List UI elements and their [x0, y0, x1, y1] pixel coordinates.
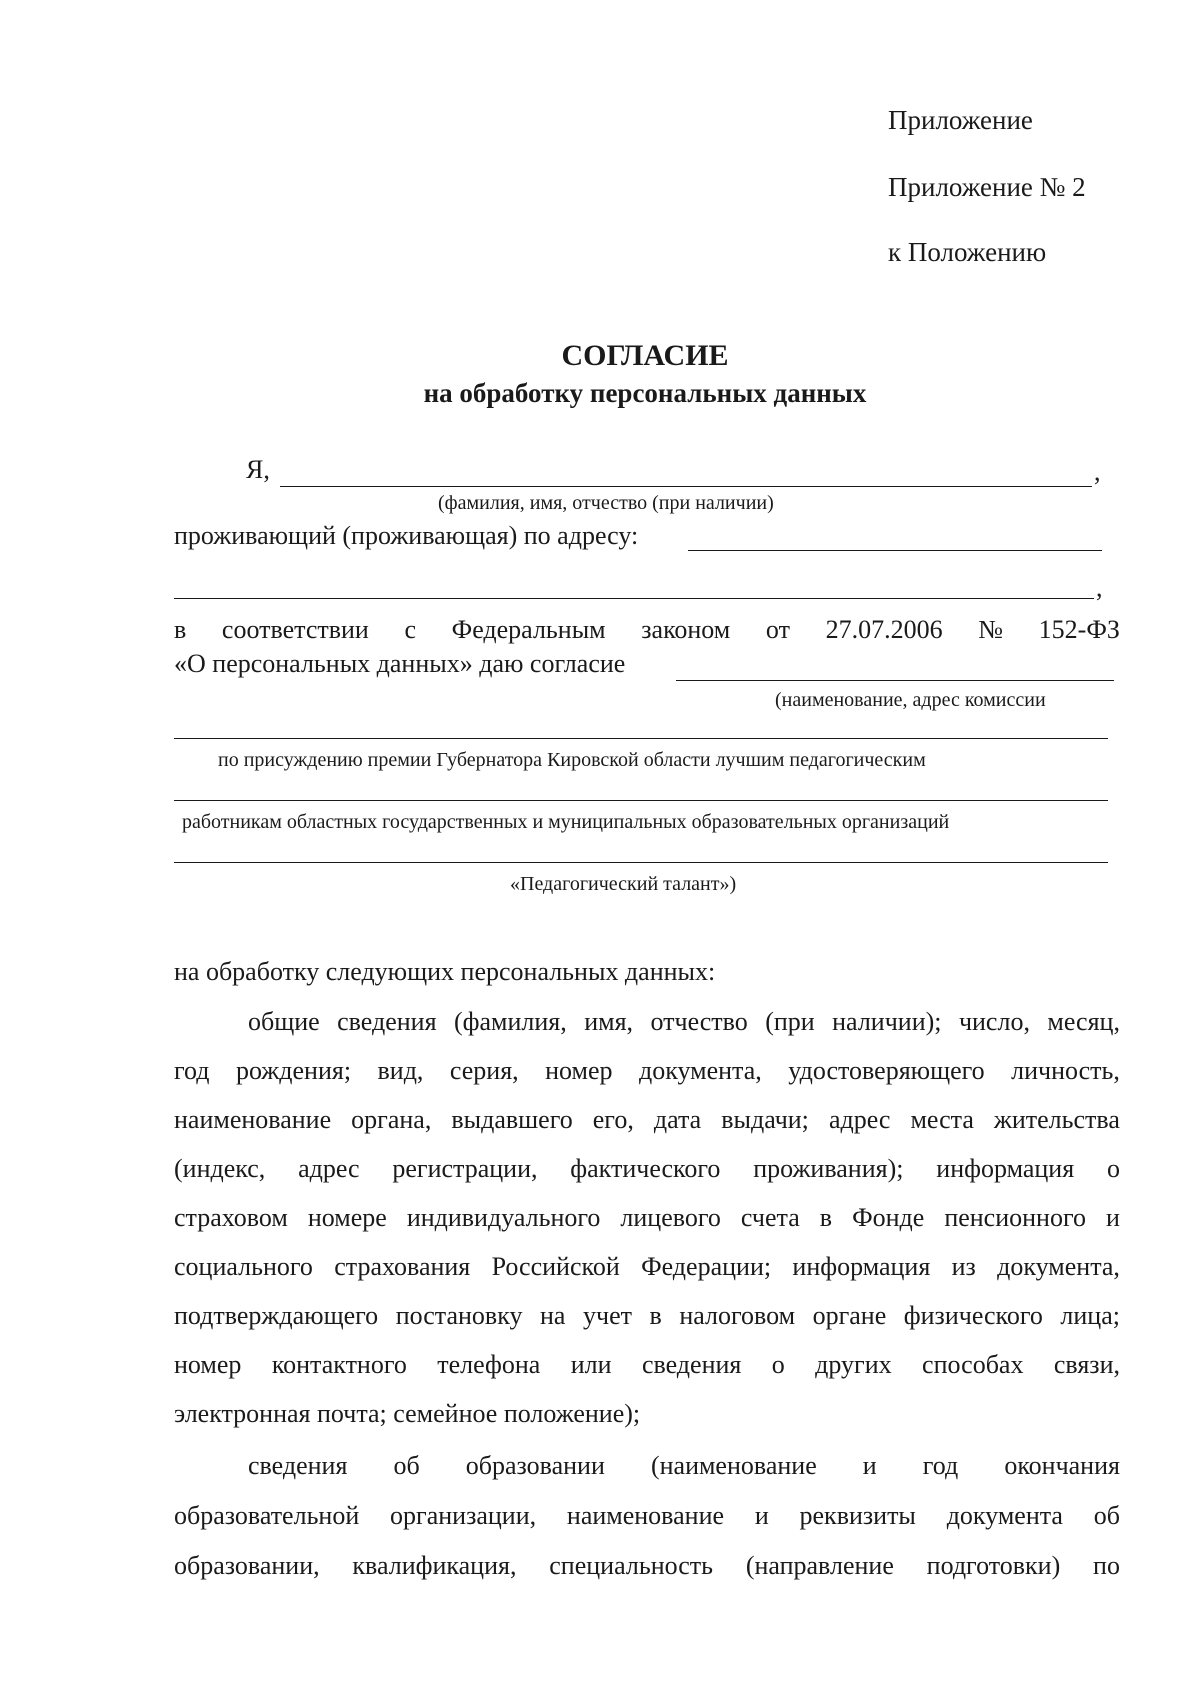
word: окончания — [1004, 1451, 1120, 1480]
word: (индекс, — [174, 1154, 266, 1183]
paragraph-last-line: электронная почта; семейное положение); — [174, 1399, 641, 1428]
word: индивидуального — [406, 1203, 601, 1232]
address-field-line-1[interactable] — [688, 550, 1102, 551]
appendix-label: Приложение — [888, 105, 1033, 135]
word: (при — [765, 1007, 815, 1036]
word: и — [862, 1451, 877, 1480]
word: страхования — [334, 1252, 471, 1281]
word: счета — [740, 1203, 800, 1232]
word: в — [819, 1203, 833, 1232]
word: и — [1106, 1203, 1120, 1232]
paragraph-line — [174, 1202, 1120, 1234]
word: проживания); — [753, 1154, 904, 1183]
word: документа, — [639, 1056, 762, 1085]
word: социального — [174, 1252, 313, 1281]
word: о — [1106, 1154, 1120, 1183]
paragraph-line — [174, 1300, 1120, 1332]
word: о — [771, 1350, 785, 1379]
law-date: 27.07.2006 — [825, 615, 943, 644]
word: лица; — [1060, 1301, 1120, 1330]
word: об — [393, 1451, 420, 1480]
paragraph-line — [174, 1251, 1120, 1283]
word: организации, — [390, 1501, 537, 1530]
paragraph-line — [248, 1006, 1120, 1038]
word: выдачи; — [721, 1105, 809, 1134]
word: Фонде — [852, 1203, 925, 1232]
paragraph-line — [174, 1055, 1120, 1087]
word: адрес — [828, 1105, 891, 1134]
word: подготовки) — [926, 1551, 1061, 1580]
address-label: проживающий (проживающая) по адресу: — [174, 521, 639, 550]
law-word: Федеральным — [451, 615, 606, 644]
word: связи, — [1053, 1350, 1120, 1379]
commission-text-1: по присуждению премии Губернатора Кировской области лучшим педагогическим — [218, 749, 926, 771]
fio-caption: (фамилия, имя, отчество (при наличии) — [438, 492, 774, 514]
word: удостоверяющего — [788, 1056, 985, 1085]
word: фактического — [570, 1154, 721, 1183]
word: в — [649, 1301, 662, 1330]
word: других — [815, 1350, 892, 1379]
word: документа, — [997, 1252, 1120, 1281]
word: квалификация, — [352, 1551, 517, 1580]
commission-text-3: «Педагогический талант») — [510, 873, 737, 895]
word: месяц, — [1047, 1007, 1120, 1036]
word: по — [1093, 1551, 1120, 1580]
fio-comma: , — [1094, 457, 1101, 486]
law-word: законом — [641, 615, 731, 644]
word: об — [1093, 1501, 1120, 1530]
word: его, — [592, 1105, 634, 1134]
word: выдавшего — [451, 1105, 573, 1134]
word: наличии); — [832, 1007, 942, 1036]
word: сведения — [337, 1007, 437, 1036]
word: Федерации; — [641, 1252, 772, 1281]
word: постановку — [395, 1301, 523, 1330]
word: органа, — [351, 1105, 432, 1134]
law-word: соответствии — [221, 615, 369, 644]
word: наименование — [174, 1105, 332, 1134]
word: способах — [922, 1350, 1024, 1379]
law-reference-line — [174, 614, 1120, 646]
word: информация — [792, 1252, 931, 1281]
address-field-line-2[interactable] — [174, 598, 1094, 599]
word: образовательной — [174, 1501, 360, 1530]
word: регистрации, — [392, 1154, 538, 1183]
appendix-number: Приложение № 2 — [888, 172, 1086, 202]
appendix-reference: к Положению — [888, 237, 1047, 267]
commission-field-line-4[interactable] — [174, 862, 1108, 863]
word: имя, — [584, 1007, 634, 1036]
law-word: с — [404, 615, 417, 644]
word: реквизиты — [799, 1501, 916, 1530]
fio-field-line[interactable] — [280, 486, 1092, 487]
paragraph-line — [174, 1104, 1120, 1136]
intro-text: на обработку следующих персональных данных: — [174, 957, 716, 986]
commission-field-line-2[interactable] — [174, 738, 1108, 739]
consent-label: «О персональных данных» даю согласие — [174, 649, 626, 678]
address-comma: , — [1096, 573, 1103, 602]
word: места — [910, 1105, 974, 1134]
word: сведения — [248, 1451, 348, 1480]
law-word: в — [174, 615, 187, 644]
word: из — [951, 1252, 976, 1281]
commission-field-line-1[interactable] — [676, 680, 1114, 681]
document-subtitle: на обработку персональных данных — [423, 378, 867, 408]
word: налоговом — [679, 1301, 796, 1330]
word: номер — [545, 1056, 613, 1085]
word: (направление — [745, 1551, 894, 1580]
word: физического — [903, 1301, 1043, 1330]
word: сведения — [641, 1350, 742, 1379]
word: телефона — [437, 1350, 541, 1379]
word: на — [540, 1301, 566, 1330]
word: органе — [812, 1301, 887, 1330]
word: номере — [307, 1203, 387, 1232]
paragraph-line — [248, 1450, 1120, 1482]
word: рождения; — [235, 1056, 352, 1085]
word: и — [754, 1501, 769, 1530]
word: отчество — [650, 1007, 748, 1036]
word: личность, — [1011, 1056, 1120, 1085]
word: контактного — [271, 1350, 407, 1379]
law-word: от — [765, 615, 790, 644]
paragraph-line — [174, 1500, 1120, 1532]
word: страховом — [174, 1203, 288, 1232]
word: Российской — [491, 1252, 620, 1281]
word: пенсионного — [944, 1203, 1086, 1232]
word: число, — [958, 1007, 1030, 1036]
word: наименование — [566, 1501, 725, 1530]
paragraph-line — [174, 1153, 1120, 1185]
word: образовании, — [174, 1551, 320, 1580]
word: специальность — [549, 1551, 714, 1580]
word: или — [570, 1350, 612, 1379]
law-number: 152-ФЗ — [1038, 615, 1120, 644]
word: документа — [946, 1501, 1063, 1530]
number-sign: № — [978, 615, 1004, 644]
word: жительства — [993, 1105, 1120, 1134]
word: год — [922, 1451, 959, 1480]
word: информация — [936, 1154, 1075, 1183]
paragraph-line — [174, 1349, 1120, 1381]
word: год — [174, 1056, 210, 1085]
word: номер — [174, 1350, 242, 1379]
word: адрес — [298, 1154, 360, 1183]
commission-field-line-3[interactable] — [174, 800, 1108, 801]
word: вид, — [377, 1056, 424, 1085]
commission-caption: (наименование, адрес комиссии — [775, 689, 1046, 711]
paragraph-line — [174, 1550, 1120, 1582]
word: лицевого — [620, 1203, 721, 1232]
commission-text-2: работникам областных государственных и муниципальных образовательных организаций — [182, 811, 950, 833]
word: (наименование — [650, 1451, 817, 1480]
word: серия, — [449, 1056, 519, 1085]
word: учет — [583, 1301, 632, 1330]
word: подтверждающего — [174, 1301, 379, 1330]
word: общие — [248, 1007, 320, 1036]
word: (фамилия, — [454, 1007, 567, 1036]
document-title: СОГЛАСИЕ — [561, 339, 729, 372]
word: образовании — [465, 1451, 605, 1480]
ya-label: Я, — [246, 455, 270, 484]
word: дата — [653, 1105, 702, 1134]
